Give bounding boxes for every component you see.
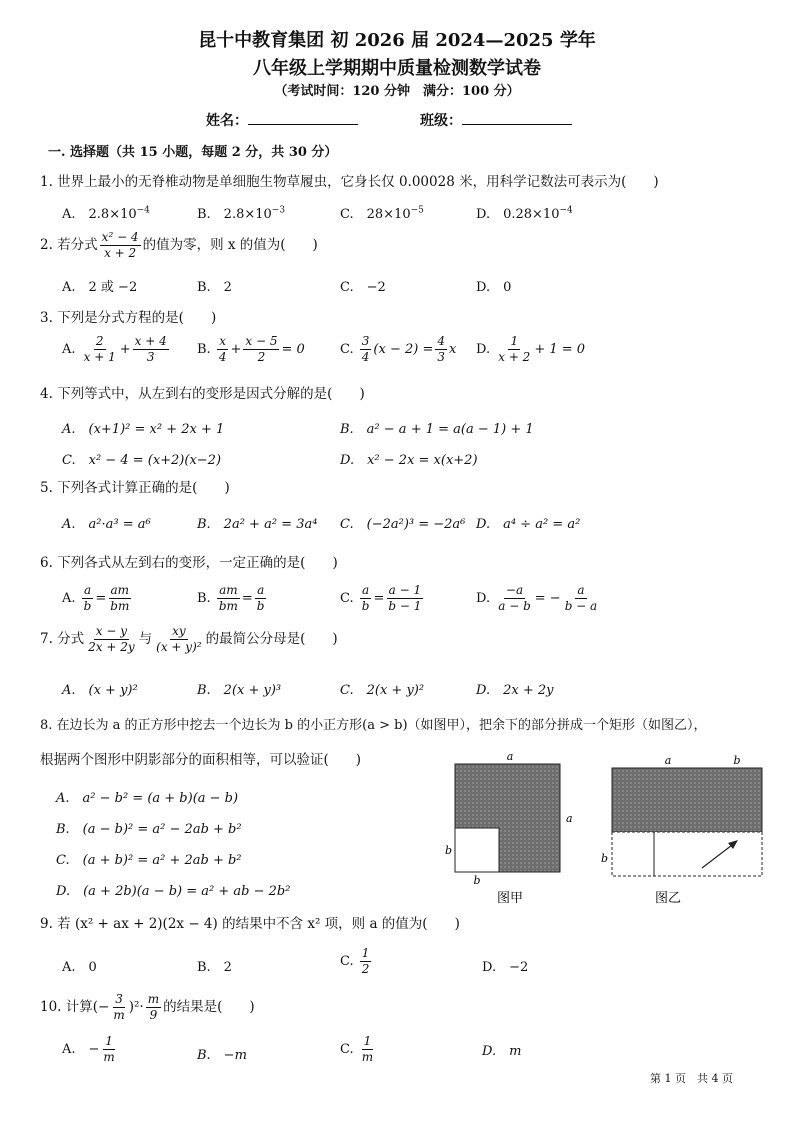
question-8-line2: 根据两个图形中阴影部分的面积相等，可以验证( ): [40, 752, 362, 768]
question-10-stem: 10. 计算(− $\frac{3}{m}$ )²· $\frac{m}{9}$ 的结果是( ): [40, 992, 255, 1022]
exam-time-score: （考试时间：120 分钟 满分：100 分）: [274, 84, 520, 99]
question-7-stem: 7. 分式 $\frac{x - y}{2x + 2y}$ 与 $\frac{xy}{\text{(x + y)²}}$ 的最简公分母是( ): [40, 624, 338, 654]
q4-option-b: B. a² − a + 1 = a(a − 1) + 1: [340, 422, 534, 437]
q6-option-d: D. $\frac{-a}{a - b}$ = − $\frac{a}{b - a}$: [476, 583, 598, 613]
q7-option-c: C. 2(x + y)²: [340, 683, 425, 698]
q7-option-b: B. 2(x + y)³: [197, 683, 282, 698]
q8-option-a: A. a² − b² = (a + b)(a − b): [56, 791, 239, 806]
question-2-stem: 2. 若分式 $\frac{\text{x² − 4}}{x + 2}$ 的值为零，则 x 的值为( ): [40, 230, 318, 260]
fig-yi-caption: 图乙: [654, 891, 682, 906]
q6-option-a: A. $\frac{a}{b}$ = $\frac{am}{bm}$: [62, 583, 130, 613]
question-3-stem: 3. 下列是分式方程的是( ): [40, 310, 217, 326]
q4-option-a: A. (x+1)² = x² + 2x + 1: [62, 422, 225, 437]
exam-title-line2: 八年级上学期期中质量检测数学试卷: [253, 58, 541, 79]
fig-jia-label-b-left: b: [445, 844, 453, 857]
question-9-stem: 9. 若 (x² + ax + 2)(2x − 4) 的结果中不含 x² 项，则 a 的值为( ): [40, 916, 460, 932]
q4-option-d: D. x² − 2x = x(x+2): [340, 453, 478, 468]
fig-yi-label-b-top: b: [733, 754, 741, 767]
q5-option-a: A. a²·a³ = a⁶: [62, 517, 151, 532]
question-1-stem: 1. 世界上最小的无脊椎动物是单细胞生物草履虫，它身长仅 0.00028 米，用科学记数法可表示为( ): [40, 174, 659, 190]
q5-option-d: D. a⁴ ÷ a² = a²: [476, 517, 581, 532]
q1-option-c: C. $28\times 10^{-5}$: [340, 205, 424, 222]
q1-option-a: A. $2.8\times 10^{-4}$: [62, 205, 150, 222]
q3-option-a: A. $\frac{2}{x + 1}$ + $\frac{x + 4}{3}$: [62, 334, 167, 364]
fig-yi-rectangle: [612, 768, 762, 832]
q10-option-b: B. −m: [197, 1048, 247, 1063]
q3-option-d: D. $\frac{1}{x + 2}$ + 1 = 0: [476, 334, 586, 364]
q8-option-d: D. (a + 2b)(a − b) = a² + ab − 2b²: [56, 884, 291, 899]
q2-option-b: B. 2: [197, 280, 232, 295]
q8-option-b: B. (a − b)² = a² − 2ab + b²: [56, 822, 242, 837]
exam-title-line1: 昆十中教育集团 初 2026 届 2024—2025 学年: [198, 30, 596, 51]
fig-yi-label-b-left: b: [601, 852, 609, 865]
class-field: [420, 110, 572, 130]
q10-option-d: D. m: [482, 1044, 522, 1059]
q5-option-c: C. (−2a²)³ = −2a⁶: [340, 517, 466, 532]
q8-option-c: C. (a + b)² = a² + 2ab + b²: [56, 853, 242, 868]
fig-jia-caption: 图甲: [496, 891, 524, 906]
figure-yi: [598, 750, 768, 910]
q9-option-a: A. 0: [62, 960, 97, 975]
fig-jia-label-b-bottom: b: [473, 874, 481, 887]
figure-jia: [440, 750, 580, 910]
question-5-stem: 5. 下列各式计算正确的是( ): [40, 480, 230, 496]
name-blank: [248, 110, 358, 125]
question-8-line1: 8. 在边长为 a 的正方形中挖去一个边长为 b 的小正方形(a > b)（如图甲），把余下的部分拼成一个矩形（如图乙），: [40, 718, 707, 733]
name-label: 姓名：: [206, 113, 248, 129]
q3-option-c: C. $\frac{3}{4}$ (x − 2) = $\frac{4}{3}$ x: [340, 334, 457, 364]
q4-option-c: C. x² − 4 = (x+2)(x−2): [62, 453, 222, 468]
question-4-stem: 4. 下列等式中，从左到右的变形是因式分解的是( ): [40, 386, 365, 402]
q7-option-a: A. (x + y)²: [62, 683, 138, 698]
page-number: 第 1 页 共 4 页: [650, 1072, 733, 1085]
q9-option-c: C. $\frac{1}{2}$: [340, 946, 370, 976]
q2-fraction: $\frac{\text{x² − 4}}{x + 2}$: [101, 230, 139, 260]
q2-option-a: A. 2 或 −2: [62, 280, 138, 295]
q5-option-b: B. 2a² + a² = 3a⁴: [197, 517, 318, 532]
q3-option-b: B. $\frac{x}{4}$ + $\frac{x - 5}{2}$ = 0: [197, 334, 305, 364]
q10-option-c: C. $\frac{1}{m}$: [340, 1034, 374, 1064]
class-blank: [462, 110, 572, 125]
q7-option-d: D. 2x + 2y: [476, 683, 554, 698]
q1-option-b: B. $2.8\times 10^{-3}$: [197, 205, 286, 222]
q2-option-c: C. −2: [340, 280, 386, 295]
q1-option-d: D. $0.28\times 10^{-4}$: [476, 205, 573, 222]
q6-option-c: C. $\frac{a}{b}$ = $\frac{a - 1}{b - 1}$: [340, 583, 422, 613]
q9-option-b: B. 2: [197, 960, 232, 975]
fig-jia-label-a-right: a: [566, 812, 573, 825]
q6-option-b: B. $\frac{am}{bm}$ = $\frac{a}{b}$: [197, 583, 265, 613]
q9-option-d: D. −2: [482, 960, 529, 975]
name-field: [206, 110, 358, 130]
fig-yi-label-a: a: [664, 754, 672, 767]
q10-option-a: A. − $\frac{1}{m}$: [62, 1034, 115, 1064]
fig-jia-label-a-top: a: [506, 750, 514, 763]
fig-jia-removed-square: [455, 828, 499, 872]
class-label: 班级：: [420, 113, 462, 129]
fig-yi-dashed-part: [612, 832, 762, 876]
section-heading: 一. 选择题（共 15 小题，每题 2 分，共 30 分）: [48, 145, 338, 160]
question-6-stem: 6. 下列各式从左到右的变形，一定正确的是( ): [40, 555, 338, 571]
q2-option-d: D. 0: [476, 280, 512, 295]
